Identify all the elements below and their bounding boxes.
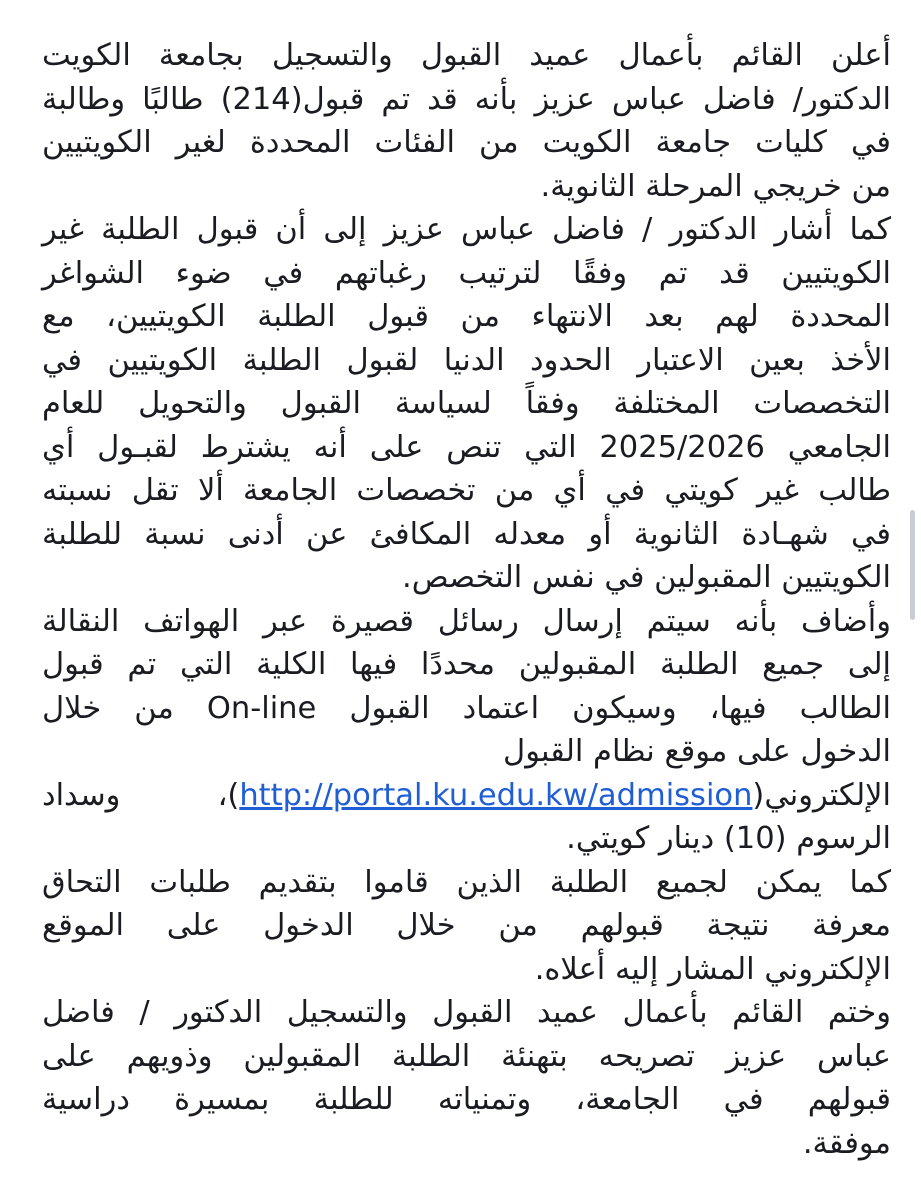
- text-line: الرسوم (10) دينار كويتي.: [566, 821, 891, 856]
- text-line: الطالب فيها، وسيكون اعتماد القبول On-line من خلال: [42, 690, 891, 726]
- scrollbar[interactable]: [910, 40, 915, 1190]
- paragraph-sms-and-fees: [42, 600, 891, 861]
- text-line: الكويتيين المقبولين في نفس التخصص.: [402, 560, 891, 595]
- text-line: الكويتيين قد تم وفقًا لترتيب رغباتهم في ضوء الشواغر: [42, 255, 891, 291]
- text-line-with-link: [42, 774, 891, 818]
- text-line: طالب غير كويتي في أي من تخصصات الجامعة ألا تقل نسبته: [42, 473, 891, 508]
- admission-portal-link[interactable]: http://portal.ku.edu.kw/admission: [239, 777, 753, 813]
- scrollbar-thumb[interactable]: [910, 510, 915, 620]
- text-line: المحددة لهم بعد الانتهاء من قبول الطلبة الكويتيين، مع: [42, 299, 891, 334]
- paragraph-results: [42, 861, 891, 992]
- paragraph-congratulations: [42, 991, 891, 1165]
- text-line: عباس عزيز تصريحه بتهنئة الطلبة المقبولين وذويهم على: [42, 1038, 891, 1074]
- text-line: معرفة نتيجة قبولهم من خلال الدخول على الموقع: [42, 908, 891, 943]
- text-line: كما يمكن لجميع الطلبة الذين قاموا بتقديم طلبات التحاق: [42, 864, 891, 900]
- text-line: الجامعي 2025/2026 التي تنص على أنه يشترط لقبـول أي: [42, 429, 891, 465]
- text-line: قبولهم في الجامعة، وتمنياته للطلبة بمسيرة دراسية: [42, 1082, 891, 1117]
- text-line: الدكتور/ فاضل عباس عزيز بأنه قد تم قبول(214) طالبًا وطالبة: [42, 81, 891, 117]
- paragraph-admission-criteria: [42, 208, 891, 600]
- paragraph-announcement: [42, 34, 891, 208]
- text-line: موفقة.: [802, 1125, 891, 1161]
- text-line: التخصصات المختلفة وفقاً لسياسة القبول والتحويل للعام: [42, 386, 891, 421]
- text-line: الإلكتروني المشار إليه أعلاه.: [534, 951, 891, 987]
- text-line: كما أشار الدكتور / فاضل عباس عزيز إلى أن قبول الطلبة غير: [42, 212, 891, 247]
- text-line: أعلن القائم بأعمال عميد القبول والتسجيل بجامعة الكويت: [42, 38, 891, 73]
- text-line: الأخذ بعين الاعتبار الحدود الدنيا لقبول الطلبة الكويتيين في: [42, 342, 891, 378]
- text-line: في شهـادة الثانوية أو معدله المكافئ عن أدنى نسبة للطلبة: [42, 516, 891, 552]
- text-line: من خريجي المرحلة الثانوية.: [540, 168, 891, 204]
- text-line: إلى جميع الطلبة المقبولين محددًا فيها الكلية التي تم قبول: [42, 647, 891, 682]
- text-fragment: )، وسداد: [42, 777, 240, 813]
- text-line: الدخول على موقع نظام القبول: [503, 734, 891, 769]
- text-line: وختم القائم بأعمال عميد القبول والتسجيل الدكتور / فاضل: [42, 995, 891, 1030]
- text-fragment: الإلكتروني(: [752, 777, 891, 813]
- text-line: وأضاف بأنه سيتم إرسال رسائل قصيرة عبر الهواتف النقالة: [42, 603, 891, 639]
- text-line: في كليات جامعة الكويت من الفئات المحددة لغير الكويتيين: [42, 125, 891, 160]
